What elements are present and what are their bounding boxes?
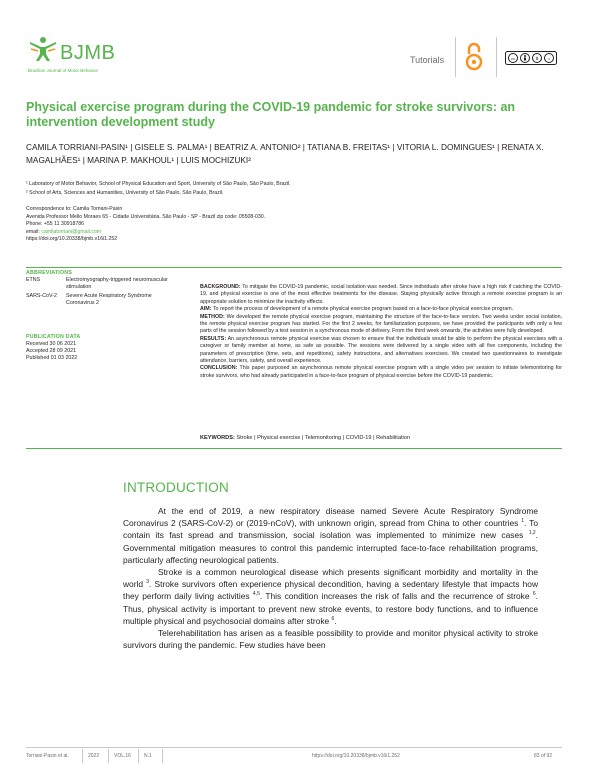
abstract-label: METHOD: — [200, 313, 225, 320]
text-run: Telerehabilitation has arisen as a feasible possibility to provide and monitor physical activity to stroke survivors during the pandemic. Few studies have been — [123, 628, 538, 651]
svg-text:=: = — [547, 56, 551, 61]
text-run: Stroke is a common neurological disease which presents significant morbidity and mortality in the world — [123, 567, 538, 590]
abstract-background — [200, 284, 562, 306]
text-run: . Thus, physical activity is important to prevent new stroke events, to restore body functions, and to influence multiple physical and psychosocial domains after stroke — [123, 591, 538, 626]
svg-text:cc: cc — [511, 56, 515, 61]
open-access-icon — [464, 42, 484, 72]
abstract-text: To mitigate the COVID-19 pandemic, social isolation was needed. Since individuals after stroke have a high risk if catching the COVID-19, and physical exercise is one of the most effective treatments for the disease. Staying physically active through a remote exercise program is an appropriate solution to minimize the inactivity effects. — [200, 284, 562, 305]
paragraph — [123, 627, 538, 651]
citation-ref: 3 — [146, 579, 150, 586]
email-link[interactable]: camilatorriani@gmail.com — [41, 228, 102, 235]
accepted-date: Accepted 28 09 2021 — [26, 348, 77, 355]
paragraph — [123, 505, 538, 566]
footer-separator — [82, 749, 83, 763]
abstract-label: BACKGROUND: — [200, 284, 241, 290]
footer-page-number: 83 of 92 — [534, 753, 553, 759]
abstract-conclusion — [200, 365, 562, 380]
affiliation-1: ¹ Laboratory of Motor Behavior, School of Physical Education and Sport, University of São Paulo, São Paulo, Brazil. — [26, 181, 291, 187]
footer-separator — [138, 749, 139, 763]
keywords-text: Stroke | Physical exercise | Telemonitoring | COVID-19 | Rehabilitation — [236, 435, 410, 441]
abstract-label: AIM: — [200, 306, 212, 313]
publication-dates — [26, 341, 77, 363]
affiliations — [26, 180, 556, 197]
citation-ref: 6 — [331, 616, 335, 623]
abstract-aim — [200, 306, 562, 313]
footer-divider — [26, 747, 562, 748]
correspondence-block — [26, 206, 426, 244]
article-title: Physical exercise program during the COVID-19 pandemic for stroke survivors: an intervention development study — [26, 100, 516, 129]
correspondence-label: Correspondence to: Camila Torriani-Pasin — [26, 206, 123, 212]
abbreviation-row — [26, 293, 176, 309]
journal-full-name: Brazilian Journal of Motor Behavior — [28, 68, 99, 73]
abstract-label: RESULTS: — [200, 335, 227, 342]
section-label: Tutorials — [410, 55, 445, 65]
abstract-results — [200, 336, 562, 366]
abbreviation-key: ETNS — [26, 277, 41, 283]
doi-link[interactable]: https://doi.org/10.20338/bjmb.v16i1.252 — [26, 236, 118, 242]
abstract-text: We developed the remote physical exercise program, maintaining the structure of the face-to-face version. Two weeks under social isolation, the remote physical exercise program has started. For the first 2 weeks, for familiarization purposes, we have provided the participants with only a few parts of the session followed by a test session in a synchronous mode of delivery. From the third week onwards, the activities were fully developed. — [200, 313, 562, 335]
abbreviation-key: SARS-CoV-2 — [26, 293, 57, 299]
section-divider — [26, 448, 562, 449]
footer-separator — [162, 749, 163, 763]
affiliation-2: ² School of Arts, Sciences and Humanities, University of São Paulo, São Paulo, Brazil. — [26, 189, 224, 196]
text-run: . — [334, 615, 337, 626]
text-run: At the end of 2019, a new respiratory disease named Severe Acute Respiratory Syndrome Coronavirus 2 (SARS-CoV-2) or (2019-nCoV), with unknown origin, spread from China to other countries — [123, 506, 538, 529]
introduction-heading: INTRODUCTION — [123, 480, 229, 495]
section-divider — [26, 267, 562, 268]
citation-ref: 1 — [521, 518, 525, 525]
abstract-method — [200, 314, 562, 336]
header-divider — [455, 37, 456, 77]
text-run: . Governmental mitigation measures to control this pandemic interrupted face-to-face rehabilitation programs, particularly affecting neurological patients. — [123, 530, 538, 565]
abbreviation-value: Severe Acute Respiratory Syndrome Coronavirus 2 — [66, 293, 152, 307]
journal-abbreviation: BJMB — [60, 42, 116, 64]
correspondence-email-line — [26, 229, 426, 237]
header-divider — [496, 37, 497, 77]
correspondence-phone: Phone: +55 11 30918786 — [26, 221, 85, 227]
correspondence-address: Avenida Professor Mello Moraes 65 - Cidade Universitária. São Paulo - SP - Brazil zip code: 05508-030. — [26, 213, 266, 220]
author-list: CAMILA TORRIANI-PASIN¹ | GISELE S. PALMA¹ | BEATRIZ A. ANTONIO² | TATIANA B. FREITAS¹ | VITORIA L. DOMINGUES¹ | RENATA X. MAGALHÃES¹ | MARINA P. MAKHOUL¹ | LUIS MOCHIZUKI² — [26, 142, 544, 165]
email-label: email: — [26, 228, 40, 235]
abbreviation-value: Electromyography-triggered neuromuscular stimulation — [66, 277, 168, 291]
introduction-body — [123, 505, 538, 651]
paragraph — [123, 566, 538, 627]
footer-number: N.1 — [144, 753, 152, 759]
abbreviation-row — [26, 277, 176, 293]
journal-logo-figure-icon — [28, 36, 58, 62]
footer-year: 2022 — [88, 753, 100, 759]
abbreviations-heading: ABBREVIATIONS — [26, 270, 73, 276]
published-date: Published 01 03 2022 — [26, 355, 78, 362]
citation-ref: 4,5 — [252, 591, 260, 598]
keywords-line — [200, 435, 562, 441]
publication-data-heading: PUBLICATION DATA — [26, 334, 81, 340]
svg-text:$: $ — [535, 56, 539, 61]
creative-commons-license-icon — [505, 51, 557, 65]
abstract-text: This paper purposed an asynchronous remote physical exercise program with a single video per session to initiate telemonitoring for stroke survivors, who had already participated in a face-to-face program of physical exercise before the COVID-19 pandemic. — [200, 365, 562, 379]
received-date: Received 30 06 2021 — [26, 341, 77, 347]
abstract-text: An asynchronous remote physical exercise was chosen to ensure that the individuals would be able to perform the physical exercises with a caregiver or family member at home, as safe as possible. The sessions were delivered by a single video with all five components, including the parameters of prescription (time, sets, and repetitions), safety instructions, and alternatives exercises. We created two questionnaires to investigate attendance, barriers, safety, and overall experience. — [200, 335, 562, 365]
text-run: . Stroke survivors often experience physical decondition, having a sedentary lifestyle that impacts how they perform daily living activities — [123, 579, 539, 602]
footer-doi[interactable]: https://doi.org/10.20338/bjmb.v16i1.252 — [312, 753, 400, 759]
footer-volume: VOL.16 — [114, 753, 131, 759]
keywords-label: KEYWORDS: — [200, 435, 235, 441]
citation-ref: 6 — [532, 591, 536, 598]
abstract-text: To report the process of development of a remote physical exercise program based on a face-to-face physical exercise program. — [212, 306, 514, 313]
footer-authors: Torriani-Pasin et al. — [26, 753, 69, 759]
citation-ref: 1,2 — [528, 530, 536, 537]
text-run: . To contain its fast spread and transmission, social isolation was implemented to minimize new cases — [123, 518, 538, 541]
abstract-label: CONCLUSION: — [200, 365, 238, 372]
text-run: . This condition increases the risk of falls and the recurrence of stroke — [259, 591, 533, 602]
footer-separator — [108, 749, 109, 763]
abstract — [200, 284, 562, 380]
